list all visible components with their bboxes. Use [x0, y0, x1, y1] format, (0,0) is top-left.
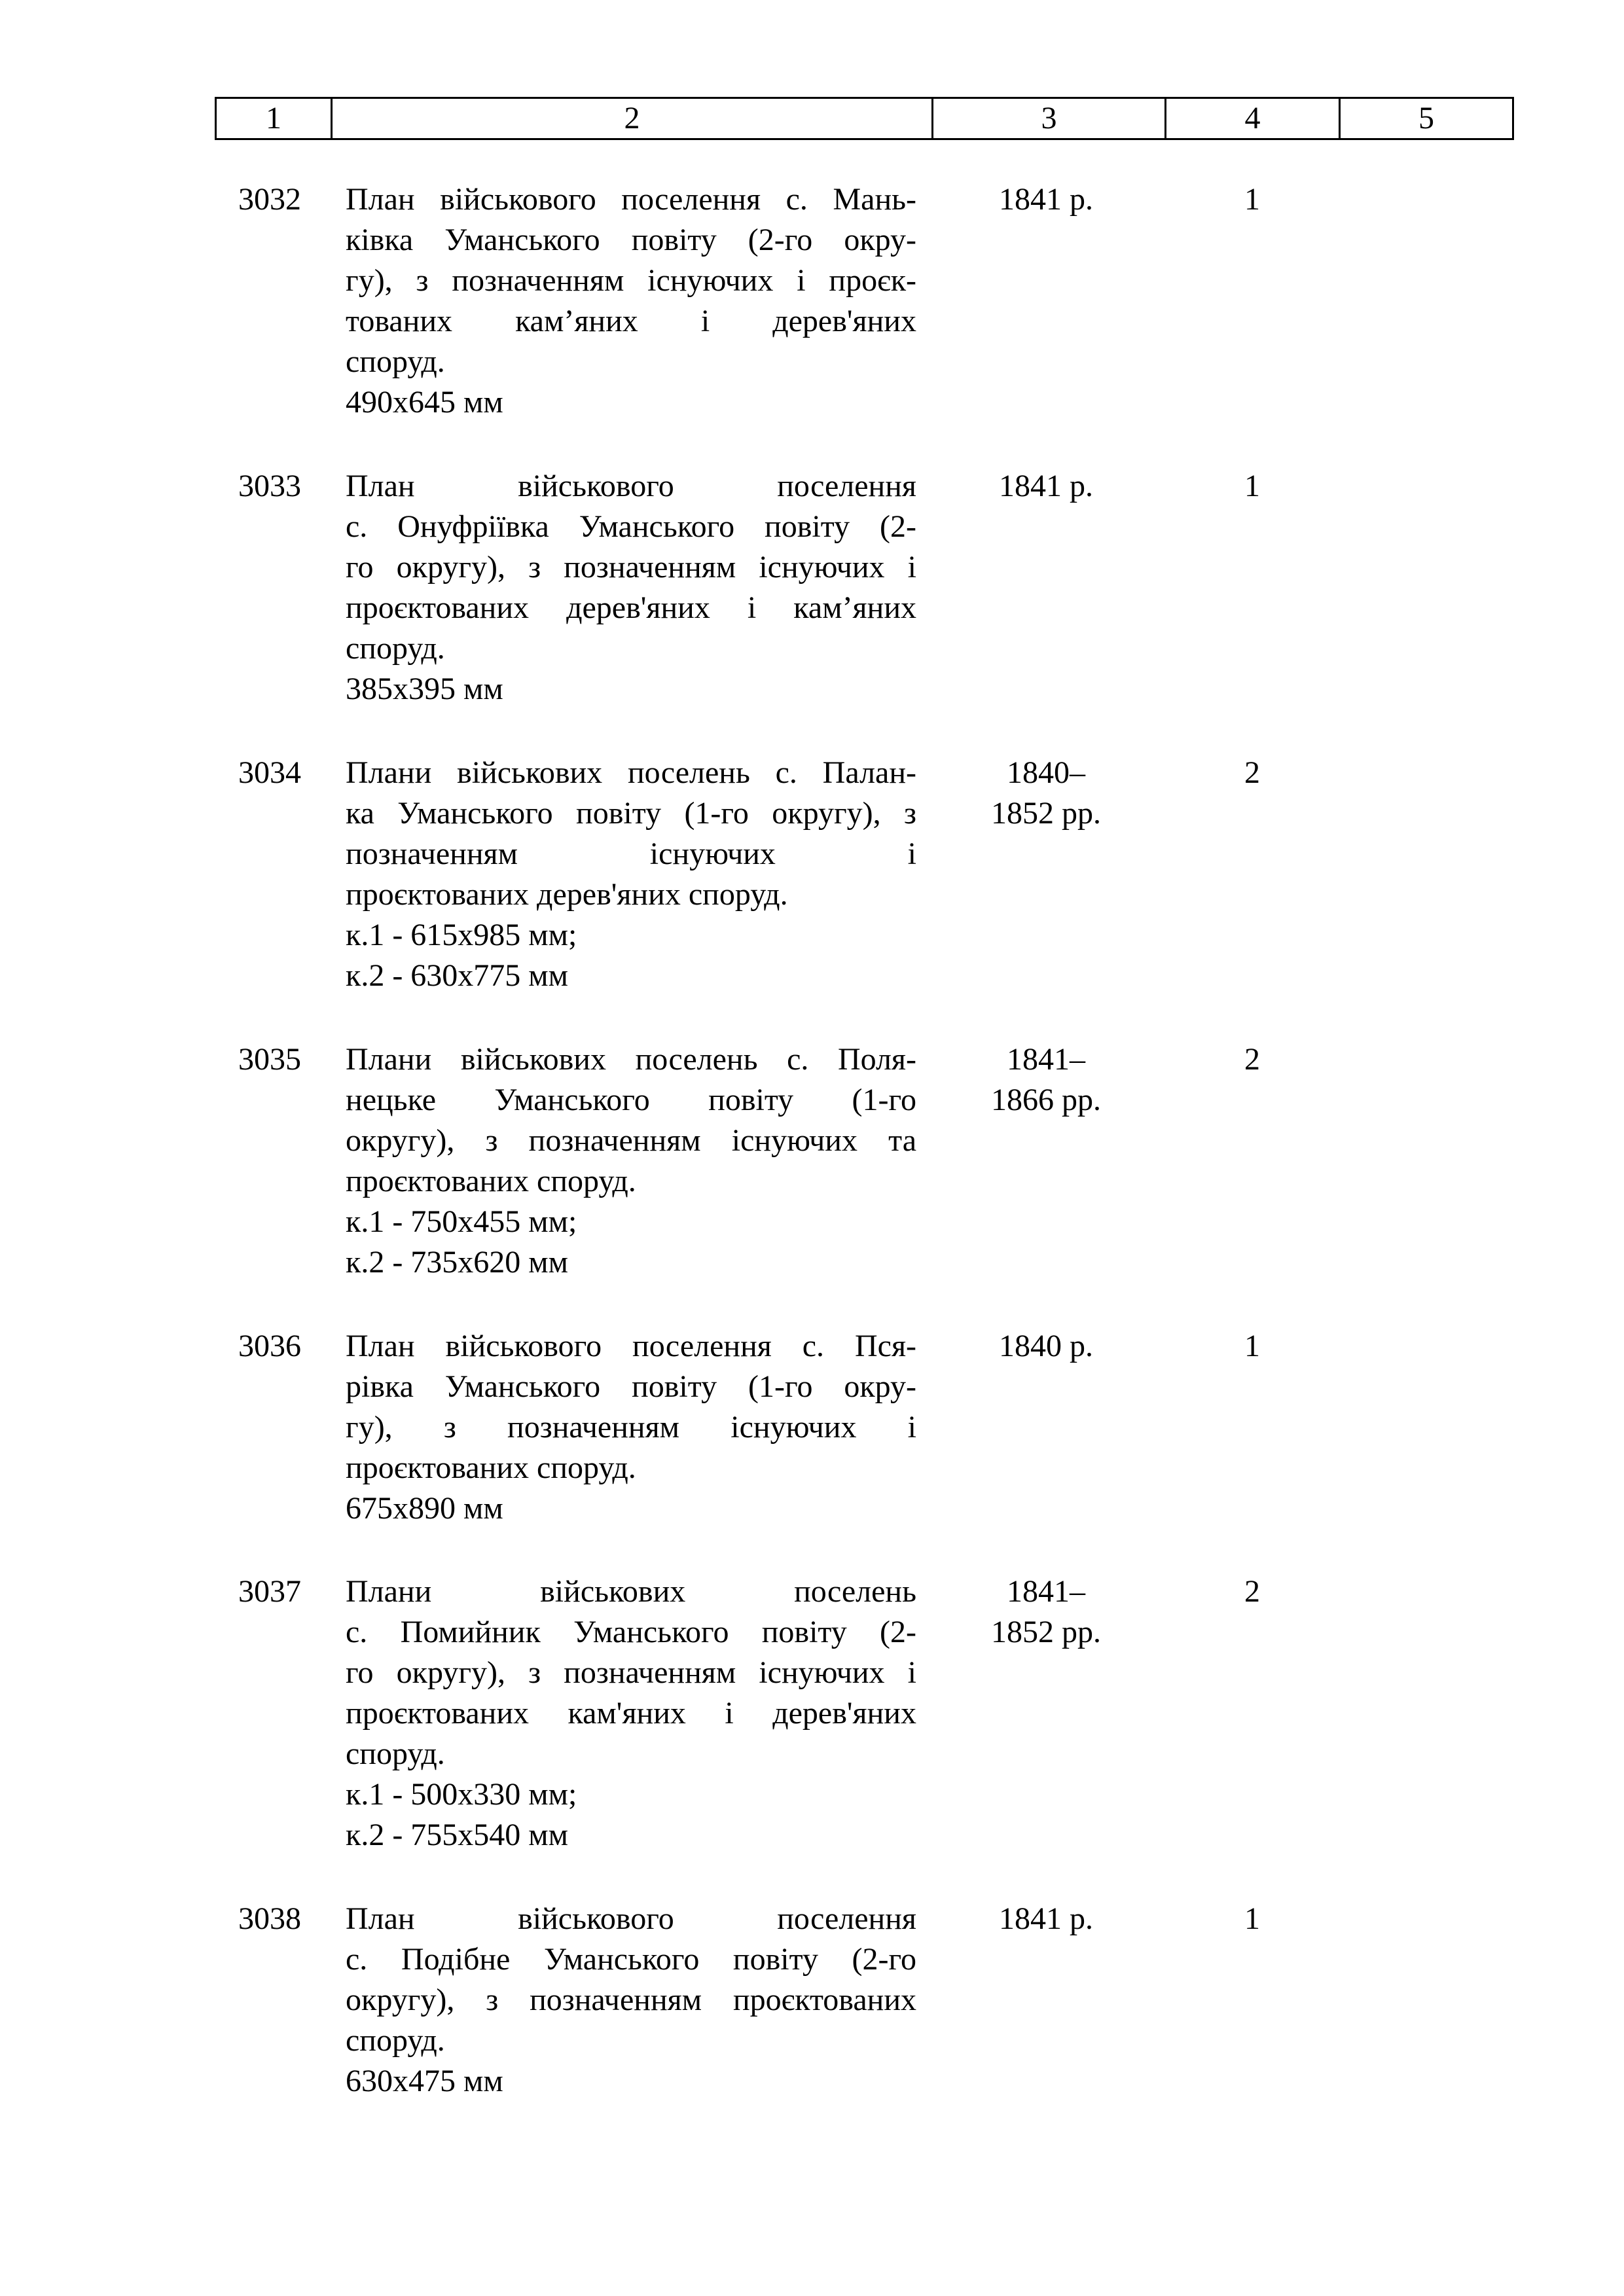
date-line: 1841–	[1007, 1574, 1085, 1609]
dimensions-line: 490х645 мм	[346, 385, 503, 420]
entry-number: 3034	[238, 755, 301, 790]
description-line: го округу), з позначенням існуючих і	[346, 1655, 916, 1690]
description-line: споруд.	[346, 1736, 445, 1771]
entry-sheet-count: 2	[1244, 1574, 1260, 1609]
date-line: 1852 рр.	[991, 1615, 1101, 1649]
description-line: План військового поселення	[346, 469, 916, 503]
entry-number: 3037	[238, 1574, 301, 1609]
description-line: Плани військових поселень с. Палан-	[346, 755, 916, 790]
entry-description	[346, 753, 916, 996]
description-line: Плани військових поселень с. Поля-	[346, 1042, 916, 1077]
entry-date	[929, 1326, 1163, 1367]
entry-date	[929, 1899, 1163, 1939]
entry-sheet-count: 1	[1244, 1901, 1260, 1936]
dimensions-line: 630х475 мм	[346, 2064, 503, 2098]
entry-date	[929, 1571, 1163, 1653]
date-line: 1841 р.	[999, 182, 1093, 217]
description-line: округу), з позначенням існуючих та	[346, 1123, 916, 1158]
entry-number: 3035	[238, 1042, 301, 1077]
header-col-1: 1	[216, 98, 332, 139]
description-line: ківка Уманського повіту (2-го окру-	[346, 223, 916, 257]
date-line: 1840 р.	[999, 1329, 1093, 1363]
column-number-header	[215, 97, 1514, 140]
dimensions-line: к.2 - 755х540 мм	[346, 1818, 569, 1852]
description-line: округу), з позначенням проєктованих	[346, 1982, 916, 2017]
dimensions-line: к.1 - 615х985 мм;	[346, 918, 577, 952]
entry-date	[929, 466, 1163, 507]
description-line: с. Подібне Уманського повіту (2-го	[346, 1942, 916, 1977]
entry-number: 3033	[238, 469, 301, 503]
date-line: 1841–	[1007, 1042, 1085, 1077]
entry-description	[346, 1326, 916, 1529]
description-line: проєктованих споруд.	[346, 1450, 636, 1485]
date-line: 1840–	[1007, 755, 1085, 790]
entry-description	[346, 1039, 916, 1283]
description-line: позначенням існуючих і	[346, 836, 916, 871]
description-line: План військового поселення	[346, 1901, 916, 1936]
entry-sheet-count: 1	[1244, 469, 1260, 503]
date-line: 1841 р.	[999, 1901, 1093, 1936]
description-line: споруд.	[346, 344, 445, 379]
description-line: споруд.	[346, 631, 445, 666]
description-line: с. Помийник Уманського повіту (2-	[346, 1615, 916, 1649]
dimensions-line: к.2 - 630х775 мм	[346, 958, 569, 993]
entry-number: 3036	[238, 1329, 301, 1363]
description-line: Плани військових поселень	[346, 1574, 916, 1609]
date-line: 1852 рр.	[991, 796, 1101, 831]
entry-sheet-count: 1	[1244, 1329, 1260, 1363]
entry-date	[929, 753, 1163, 834]
description-line: нецьке Уманського повіту (1-го	[346, 1083, 916, 1117]
entry-number: 3038	[238, 1901, 301, 1936]
header-col-5: 5	[1340, 98, 1513, 139]
description-line: го округу), з позначенням існуючих і	[346, 550, 916, 584]
description-line: гу), з позначенням існуючих і	[346, 1410, 916, 1444]
description-line: ка Уманського повіту (1-го округу), з	[346, 796, 916, 831]
description-line: План військового поселення с. Мань-	[346, 182, 916, 217]
header-row	[216, 98, 1513, 139]
entry-sheet-count: 1	[1244, 182, 1260, 217]
entry-description	[346, 1899, 916, 2102]
entry-date	[929, 179, 1163, 220]
description-line: План військового поселення с. Пся-	[346, 1329, 916, 1363]
description-line: проєктованих дерев'яних і кам’яних	[346, 590, 916, 625]
entry-sheet-count: 2	[1244, 755, 1260, 790]
description-line: споруд.	[346, 2023, 445, 2058]
description-line: проєктованих дерев'яних споруд.	[346, 877, 788, 912]
dimensions-line: 675х890 мм	[346, 1491, 503, 1526]
dimensions-line: к.2 - 735х620 мм	[346, 1245, 569, 1280]
header-col-4: 4	[1166, 98, 1340, 139]
dimensions-line: 385х395 мм	[346, 672, 503, 706]
description-line: рівка Уманського повіту (1-го окру-	[346, 1369, 916, 1404]
description-line: проєктованих кам'яних і дерев'яних	[346, 1696, 916, 1731]
date-line: 1841 р.	[999, 469, 1093, 503]
entry-description	[346, 466, 916, 709]
dimensions-line: к.1 - 500х330 мм;	[346, 1777, 577, 1812]
entry-description	[346, 179, 916, 423]
entry-description	[346, 1571, 916, 1856]
entry-sheet-count: 2	[1244, 1042, 1260, 1077]
description-line: проєктованих споруд.	[346, 1164, 636, 1198]
entry-date	[929, 1039, 1163, 1121]
entry-number: 3032	[238, 182, 301, 217]
date-line: 1866 рр.	[991, 1083, 1101, 1117]
description-line: с. Онуфріївка Уманського повіту (2-	[346, 509, 916, 544]
dimensions-line: к.1 - 750х455 мм;	[346, 1204, 577, 1239]
description-line: тованих кам’яних і дерев'яних	[346, 304, 916, 338]
header-col-2: 2	[332, 98, 933, 139]
header-col-3: 3	[933, 98, 1166, 139]
description-line: гу), з позначенням існуючих і проєк-	[346, 263, 916, 298]
